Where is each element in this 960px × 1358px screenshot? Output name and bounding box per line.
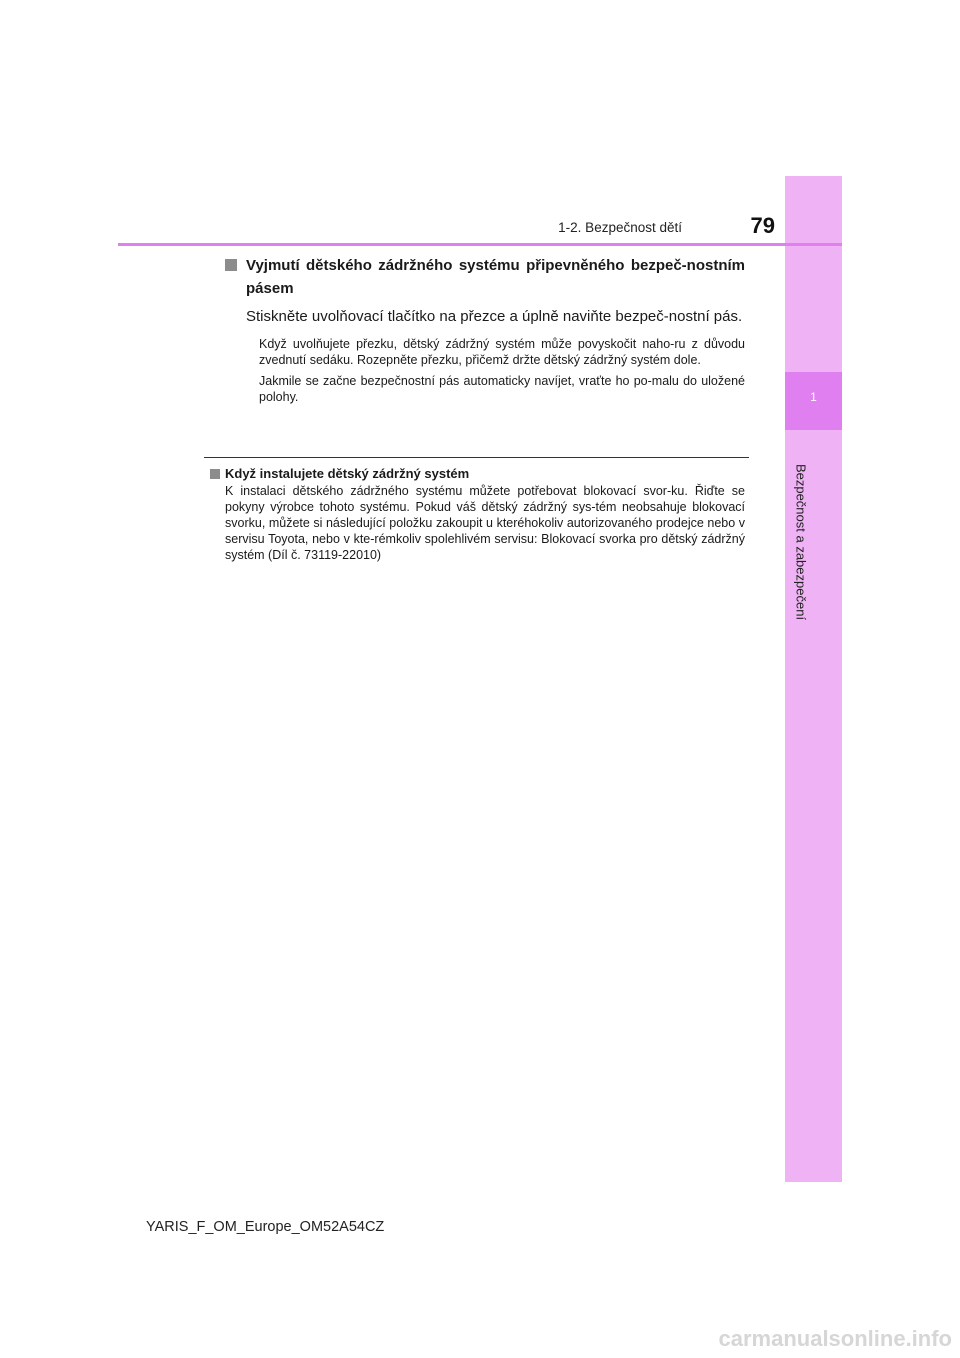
note-paragraph: Když uvolňujete přezku, dětský zádržný systém může povyskočit naho-ru z důvodu zvednutí sedáku. Rozepněte přezku, přičemž držte dětský zádržný systém dole.	[259, 337, 745, 367]
square-bullet-icon	[225, 259, 237, 271]
subsection-heading-text: Když instalujete dětský zádržný systém	[225, 466, 470, 481]
section-remove-child-seat	[225, 254, 745, 405]
document-code: YARIS_F_OM_Europe_OM52A54CZ	[146, 1219, 385, 1235]
header-section-title: 1-2. Bezpečnost dětí	[558, 220, 682, 235]
square-bullet-icon	[210, 469, 220, 479]
subsection-heading	[210, 466, 745, 482]
note-paragraph: Jakmile se začne bezpečnostní pás automaticky navíjet, vraťte ho po-malu do uložené polohy.	[259, 374, 745, 404]
section-installing-child-seat	[210, 466, 745, 563]
page-number: 79	[750, 213, 775, 238]
section-heading	[225, 254, 745, 300]
section-divider	[204, 457, 749, 458]
instruction-text: Stiskněte uvolňovací tlačítko na přezce a úplně naviňte bezpeč-nostní pás.	[246, 308, 743, 325]
subsection-body: K instalaci dětského zádržného systému můžete potřebovat blokovací svor-ku. Řiďte se pokyny výrobce tohoto systému. Pokud váš dětský zádržný sys-tém neobsahuje blokovací svorku, můžete si následující položku zakoupit u kteréhokoliv autorizovaného prodejce nebo v servisu Toyota, nebo v kte-rémkoliv spolehlivém servisu: Blokovací svorka pro dětský zádržný systém (Díl č. 73119-22010)	[225, 484, 745, 562]
chapter-number: 1	[810, 390, 817, 404]
watermark: carmanualsonline.info	[718, 1326, 952, 1351]
section-heading-text: Vyjmutí dětského zádržného systému připevněného bezpeč-nostním pásem	[246, 257, 745, 297]
header-rule	[118, 243, 842, 246]
chapter-title: Bezpečnost a zabezpečení	[793, 463, 809, 621]
chapter-side-tab	[785, 176, 842, 1182]
